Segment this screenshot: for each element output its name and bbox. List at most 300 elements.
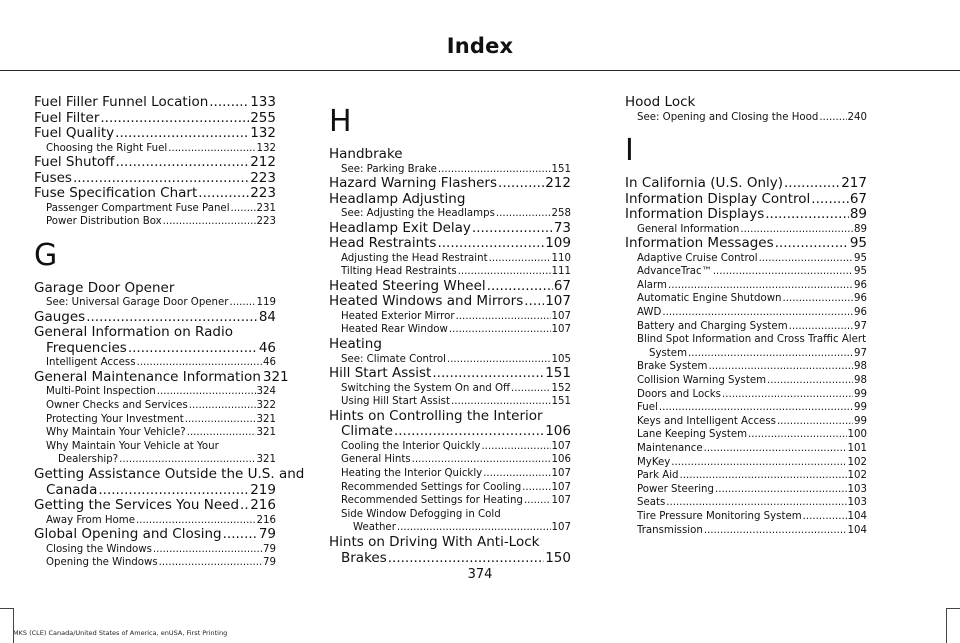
index-entry — [329, 176, 571, 192]
index-subentry — [625, 347, 867, 361]
entry-page-number: 321 — [256, 454, 276, 466]
index-entry — [329, 551, 571, 567]
dot-leader — [447, 353, 551, 367]
entry-label: Choosing the Right Fuel — [46, 142, 168, 154]
entry-page-number: 99 — [854, 415, 867, 427]
dot-leader — [187, 426, 256, 440]
entry-label: Fuel Filler Funnel Location — [34, 94, 209, 110]
entry-label: MyKey — [637, 456, 671, 468]
index-subentry — [625, 292, 867, 306]
entry-label: Why Maintain Your Vehicle? — [46, 427, 186, 439]
dot-leader — [432, 366, 544, 382]
index-subentry — [329, 382, 571, 396]
entry-label: Heated Rear Window — [341, 324, 448, 336]
dot-leader — [86, 310, 258, 326]
index-subentry — [625, 483, 867, 497]
index-subentry — [625, 401, 867, 415]
dot-leader — [496, 207, 551, 221]
dot-leader — [498, 176, 544, 192]
entry-label: See: Parking Brake — [341, 163, 437, 175]
index-subentry — [329, 323, 571, 337]
index-entry — [625, 176, 867, 192]
entry-page-number: 79 — [263, 557, 276, 569]
index-subentry — [329, 467, 571, 481]
index-entry — [329, 424, 571, 440]
index-entry — [329, 366, 571, 382]
index-subentry — [625, 415, 867, 429]
entry-label: Headlamp Exit Delay — [329, 219, 471, 236]
dot-leader — [487, 279, 553, 295]
entry-page-number: 97 — [854, 347, 867, 359]
dot-leader — [394, 424, 544, 440]
entry-page-number: 110 — [551, 252, 571, 264]
entry-label: AWD — [637, 307, 662, 319]
entry-label: Alarm — [637, 279, 667, 291]
index-subentry — [34, 296, 276, 310]
dot-leader — [759, 252, 853, 266]
index-subentry — [625, 320, 867, 334]
dot-leader — [767, 374, 853, 388]
entry-page-number: 96 — [854, 293, 867, 305]
dot-leader — [704, 442, 847, 456]
index-entry — [34, 171, 276, 187]
index-subentry — [625, 279, 867, 293]
dot-leader — [765, 207, 849, 223]
entry-label: Why Maintain Your Vehicle at Your — [46, 440, 219, 452]
dot-leader — [722, 388, 853, 402]
index-subentry — [329, 252, 571, 266]
index-subentry — [625, 360, 867, 374]
entry-label: Recommended Settings for Cooling — [341, 481, 522, 493]
index-entry — [34, 527, 276, 543]
entry-label: Blind Spot Information and Cross Traffic Alert — [637, 334, 867, 346]
entry-page-number: 150 — [545, 549, 571, 566]
dot-leader — [119, 453, 255, 467]
entry-label: Heated Windows and Mirrors — [329, 293, 524, 310]
entry-page-number: 133 — [250, 94, 276, 110]
dot-leader — [223, 527, 258, 543]
entry-page-number: 212 — [250, 154, 276, 171]
index-entry — [34, 281, 276, 297]
entry-label: Tilting Head Restraints — [341, 266, 457, 278]
page-number: 374 — [467, 567, 493, 582]
index-subentry — [329, 395, 571, 409]
entry-label: Side Window Defogging in Cold — [341, 508, 501, 520]
entry-page-number: 102 — [847, 470, 867, 482]
entry-page-number: 106 — [545, 423, 571, 440]
entry-page-number: 106 — [551, 454, 571, 466]
dot-leader — [100, 111, 249, 127]
entry-label: Opening the Windows — [46, 557, 158, 569]
entry-label: Climate — [341, 423, 393, 440]
entry-label: See: Adjusting the Headlamps — [341, 208, 495, 220]
index-entry — [329, 294, 571, 310]
dot-leader — [115, 155, 249, 171]
entry-page-number: 107 — [545, 293, 571, 310]
entry-page-number: 107 — [551, 481, 571, 493]
entry-page-number: 107 — [551, 324, 571, 336]
entry-page-number: 255 — [250, 109, 276, 126]
index-subentry — [625, 252, 867, 266]
dot-leader — [489, 252, 551, 266]
index-column-2 — [329, 95, 571, 566]
entry-label: Owner Checks and Services — [46, 400, 188, 412]
entry-page-number: 258 — [551, 208, 571, 220]
entry-label: Lane Keeping System — [637, 429, 748, 441]
index-subentry — [625, 442, 867, 456]
entry-page-number: 119 — [256, 297, 276, 309]
index-entry — [329, 279, 571, 295]
index-entry — [625, 236, 867, 252]
dot-leader — [153, 543, 262, 557]
index-entry — [34, 111, 276, 127]
dot-leader — [688, 347, 853, 361]
entry-label: Collision Warning System — [637, 375, 767, 387]
entry-page-number: 103 — [847, 483, 867, 495]
entry-label: Head Restraints — [329, 235, 437, 252]
entry-page-number: 104 — [847, 524, 867, 536]
dot-leader — [811, 192, 849, 208]
entry-label: Park Aid — [637, 470, 679, 482]
dot-leader — [680, 469, 847, 483]
entry-label: Hints on Controlling the Interior — [329, 407, 543, 424]
dot-leader — [437, 236, 544, 252]
entry-label: Fuse Specification Chart — [34, 185, 198, 202]
index-subentry — [329, 521, 571, 535]
dot-leader — [388, 551, 544, 567]
index-subentry — [625, 306, 867, 320]
dot-leader — [73, 171, 249, 187]
dot-leader — [522, 481, 550, 495]
dot-leader — [481, 440, 550, 454]
entry-page-number: 321 — [262, 368, 289, 385]
dot-leader — [412, 453, 551, 467]
entry-page-number: 96 — [854, 279, 867, 291]
entry-label: Automatic Engine Shutdown — [637, 293, 782, 305]
index-entry — [34, 155, 276, 171]
entry-label: Hazard Warning Flashers — [329, 175, 498, 192]
dot-leader — [137, 356, 263, 370]
entry-label: Using Hill Start Assist — [341, 396, 450, 408]
entry-label: General Maintenance Information — [34, 368, 261, 385]
index-entry — [34, 325, 276, 341]
entry-page-number: 324 — [256, 386, 276, 398]
entry-label: Transmission — [637, 524, 703, 536]
dot-leader — [198, 186, 249, 202]
entry-label: Keys and Intelligent Access — [637, 415, 776, 427]
entry-label: Maintenance — [637, 443, 703, 454]
dot-leader — [713, 265, 853, 279]
section-letter: I — [625, 133, 634, 169]
entry-page-number: 84 — [258, 308, 276, 325]
entry-page-number: 79 — [263, 543, 276, 555]
entry-label: Adaptive Cruise Control — [637, 252, 758, 264]
entry-page-number: 321 — [256, 427, 276, 439]
index-subentry — [625, 524, 867, 538]
index-subentry — [329, 163, 571, 177]
dot-leader — [659, 401, 853, 415]
entry-page-number: 107 — [551, 495, 571, 507]
entry-page-number: 46 — [263, 357, 276, 369]
dot-leader — [704, 524, 847, 538]
entry-label: Away From Home — [46, 514, 135, 526]
dot-leader — [456, 310, 551, 324]
index-subentry — [625, 469, 867, 483]
index-entry — [34, 498, 276, 514]
entry-label: Passenger Compartment Fuse Panel — [46, 202, 230, 214]
entry-label: Information Messages — [625, 235, 774, 252]
index-entry — [34, 341, 276, 357]
entry-label: Seats — [637, 497, 666, 509]
entry-label: Fuses — [34, 169, 72, 186]
entry-page-number: 240 — [847, 111, 867, 123]
entry-page-number: 223 — [250, 169, 276, 186]
dot-leader — [168, 142, 255, 156]
entry-page-number: 46 — [258, 339, 276, 356]
dot-leader — [458, 265, 551, 279]
header-divider — [0, 70, 960, 71]
dot-leader — [784, 176, 840, 192]
entry-label: System — [649, 347, 687, 359]
dot-leader — [775, 236, 849, 252]
entry-label: Heated Exterior Mirror — [341, 310, 455, 322]
entry-page-number: 107 — [551, 468, 571, 480]
dot-leader — [524, 494, 551, 508]
index-entry — [34, 466, 305, 483]
entry-label: AdvanceTrac™ — [637, 266, 712, 278]
dot-leader — [819, 111, 846, 125]
entry-page-number: 102 — [847, 456, 867, 468]
entry-page-number: 107 — [551, 310, 571, 322]
entry-page-number: 67 — [849, 190, 867, 207]
dot-leader — [98, 483, 249, 499]
entry-page-number: 151 — [551, 163, 571, 175]
entry-page-number: 107 — [551, 440, 571, 452]
index-subentry — [329, 310, 571, 324]
entry-label: See: Opening and Closing the Hood — [637, 111, 819, 123]
index-subentry — [625, 374, 867, 388]
dot-leader — [240, 498, 249, 514]
entry-page-number: 73 — [553, 219, 571, 236]
index-entry — [625, 207, 867, 223]
entry-page-number: 216 — [256, 514, 276, 526]
dot-leader — [229, 296, 255, 310]
dot-leader — [662, 306, 853, 320]
index-entry — [329, 236, 571, 252]
index-entry — [625, 95, 867, 111]
entry-label: General Information — [637, 223, 740, 235]
entry-label: Power Distribution Box — [46, 216, 162, 228]
index-entry — [34, 186, 276, 202]
dot-leader — [209, 95, 249, 111]
dot-leader — [803, 510, 847, 524]
dot-leader — [136, 514, 256, 528]
entry-label: Information Displays — [625, 206, 765, 223]
entry-page-number: 321 — [256, 413, 276, 425]
entry-page-number: 151 — [545, 365, 571, 382]
entry-label: Switching the System On and Off — [341, 382, 511, 394]
index-subentry — [625, 456, 867, 470]
page-title: Index — [446, 34, 514, 58]
dot-leader — [189, 399, 256, 413]
index-entry — [329, 337, 571, 353]
dot-leader — [472, 221, 553, 237]
footer-text: MKS (CLE) Canada/United States of America, enUSA, First Printing — [13, 629, 228, 637]
entry-page-number: 96 — [854, 307, 867, 319]
dot-leader — [449, 323, 551, 337]
entry-page-number: 231 — [256, 202, 276, 214]
index-subentry — [625, 510, 867, 524]
entry-page-number: 152 — [551, 382, 571, 394]
index-subentry — [34, 202, 276, 216]
index-subentry — [329, 207, 571, 221]
index-subentry — [34, 543, 276, 557]
index-subentry — [34, 413, 276, 427]
entry-page-number: 217 — [841, 175, 867, 192]
entry-label: Heating the Interior Quickly — [341, 468, 483, 480]
entry-label: Hints on Driving With Anti-Lock — [329, 534, 540, 550]
index-subentry — [34, 399, 276, 413]
entry-label: Recommended Settings for Heating — [341, 495, 523, 507]
index-subentry — [625, 333, 867, 347]
entry-label: Handbrake — [329, 146, 403, 162]
entry-page-number: 95 — [849, 235, 867, 252]
entry-page-number: 99 — [854, 402, 867, 414]
index-subentry — [34, 385, 276, 399]
dot-leader — [511, 382, 551, 396]
dot-leader — [777, 415, 853, 429]
entry-label: Intelligent Access — [46, 357, 136, 369]
entry-page-number: 100 — [847, 429, 867, 441]
entry-label: Protecting Your Investment — [46, 413, 184, 425]
index-entry — [34, 483, 276, 499]
entry-page-number: 109 — [545, 235, 571, 252]
entry-label: Doors and Locks — [637, 388, 721, 400]
entry-page-number: 79 — [258, 526, 276, 543]
entry-label: Hood Lock — [625, 94, 696, 110]
index-entry — [329, 192, 571, 208]
entry-label: Cooling the Interior Quickly — [341, 440, 481, 452]
entry-label: Headlamp Adjusting — [329, 190, 466, 207]
entry-page-number: 89 — [849, 206, 867, 223]
entry-label: Fuel Shutoff — [34, 154, 115, 171]
crop-mark-right — [946, 608, 960, 643]
entry-label: Fuel Quality — [34, 125, 115, 141]
entry-label: Global Opening and Closing — [34, 526, 222, 543]
index-subentry — [34, 142, 276, 156]
entry-label: Getting Assistance Outside the U.S. and — [34, 466, 305, 483]
entry-page-number: 223 — [256, 216, 276, 228]
dot-leader — [128, 341, 258, 357]
dot-leader — [740, 223, 853, 237]
entry-label: Brakes — [341, 549, 387, 566]
index-column-1 — [34, 94, 305, 570]
index-entry — [329, 535, 571, 551]
index-entry — [34, 95, 276, 111]
dot-leader — [451, 395, 551, 409]
index-subentry — [625, 496, 867, 510]
index-subentry — [625, 428, 867, 442]
dot-leader — [708, 360, 853, 374]
index-subentry — [329, 440, 571, 454]
entry-label: Heating — [329, 336, 382, 353]
entry-label: In California (U.S. Only) — [625, 175, 784, 192]
dot-leader — [789, 320, 853, 334]
index-entry — [34, 310, 276, 326]
dot-leader — [185, 413, 256, 427]
entry-page-number: 107 — [551, 522, 571, 534]
entry-label: General Information on Radio — [34, 324, 233, 341]
entry-page-number: 151 — [551, 396, 571, 408]
entry-page-number: 89 — [854, 223, 867, 235]
entry-label: Information Display Control — [625, 190, 811, 207]
dot-leader — [438, 163, 551, 177]
entry-page-number: 95 — [854, 266, 867, 278]
dot-leader — [666, 496, 846, 510]
entry-page-number: 216 — [250, 497, 276, 514]
entry-label: Fuel Filter — [34, 109, 100, 126]
index-entry — [34, 368, 289, 386]
entry-label: Closing the Windows — [46, 543, 152, 555]
dot-leader — [715, 483, 847, 497]
entry-label: Power Steering — [637, 483, 714, 495]
entry-page-number: 212 — [545, 175, 571, 192]
index-subentry — [329, 265, 571, 279]
dot-leader — [524, 294, 544, 310]
entry-page-number: 67 — [553, 277, 571, 294]
entry-page-number: 322 — [256, 400, 276, 412]
entry-label: Hill Start Assist — [329, 365, 432, 382]
entry-page-number: 98 — [854, 361, 867, 373]
entry-page-number: 223 — [250, 185, 276, 202]
index-entry — [329, 409, 571, 425]
index-subentry — [34, 514, 276, 528]
index-subentry — [34, 453, 276, 467]
entry-page-number: 95 — [854, 252, 867, 264]
dot-leader — [231, 202, 256, 216]
entry-page-number: 104 — [847, 510, 867, 522]
dot-leader — [748, 428, 847, 442]
index-subentry — [34, 426, 276, 440]
entry-page-number: 98 — [854, 375, 867, 387]
section-letter: G — [34, 237, 58, 273]
index-entry — [329, 147, 571, 163]
entry-page-number: 219 — [250, 481, 276, 498]
index-entry — [329, 221, 571, 237]
index-subentry — [329, 494, 571, 508]
entry-label: Weather — [353, 522, 396, 534]
entry-label: Getting the Services You Need — [34, 497, 240, 514]
index-subentry — [329, 453, 571, 467]
dot-leader — [671, 456, 846, 470]
index-column-3 — [625, 95, 867, 537]
dot-leader — [157, 385, 256, 399]
dot-leader — [115, 126, 249, 142]
index-subentry — [34, 440, 276, 454]
entry-page-number: 97 — [854, 320, 867, 332]
dot-leader — [483, 467, 550, 481]
entry-label: Dealership? — [58, 454, 119, 466]
entry-label: Multi-Point Inspection — [46, 386, 156, 398]
entry-label: Gauges — [34, 308, 86, 325]
dot-leader — [397, 521, 551, 535]
index-subentry — [34, 215, 276, 229]
crop-mark-left — [0, 608, 14, 643]
entry-label: Garage Door Opener — [34, 279, 175, 296]
entry-label: Adjusting the Head Restraint — [341, 252, 488, 264]
index-subentry — [625, 388, 867, 402]
entry-label: Frequencies — [46, 339, 127, 356]
